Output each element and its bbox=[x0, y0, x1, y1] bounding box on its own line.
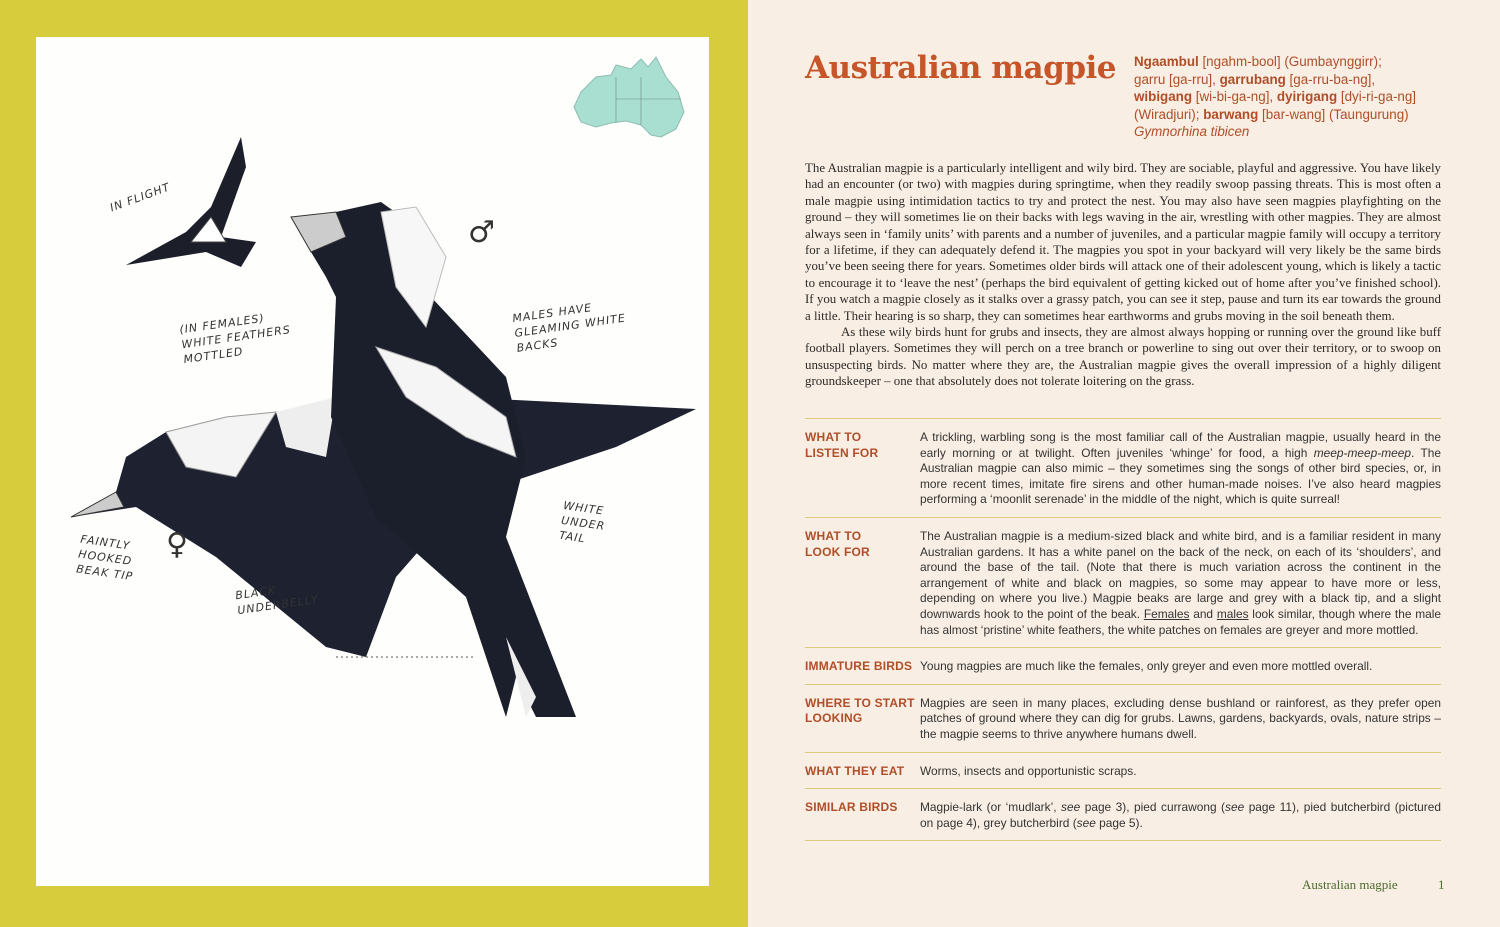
annotation-males: MALES HAVE GLEAMING WHITE BACKS bbox=[511, 301, 627, 355]
illustration-page bbox=[0, 0, 748, 927]
text: see bbox=[1076, 815, 1096, 830]
name: wibigang bbox=[1134, 89, 1193, 105]
label-line: LISTEN FOR bbox=[805, 445, 879, 460]
pron: (Wiradjuri); bbox=[1134, 106, 1204, 122]
fact-label: SIMILAR BIRDS bbox=[805, 800, 898, 815]
label-line: LOOKING bbox=[805, 711, 863, 726]
page-title: Australian magpie bbox=[805, 50, 1116, 86]
australia-map bbox=[574, 57, 684, 137]
text: look similar, though where the male has almost ‘pristine’ white feathers, the white patches on females are greyer and more mottled. bbox=[920, 606, 1441, 637]
illustration-plate bbox=[36, 37, 709, 886]
pron: [ngahm-bool] (Gumbaynggirr); bbox=[1198, 54, 1382, 69]
fact-text bbox=[920, 800, 1441, 831]
fact-text: Magpies are seen in many places, excluding dense bushland or rainforest, as they prefer open patches of ground where they can dig for grubs. Lawns, gardens, backyards, ovals, nature strips – the magpie seems to thrive anywhere humans dwell. bbox=[920, 695, 1441, 741]
name: barwang bbox=[1203, 106, 1259, 122]
females-link[interactable]: Females bbox=[1143, 606, 1190, 621]
annotation-under-tail: WHITE UNDER TAIL bbox=[558, 499, 607, 546]
text: . The Australian magpie can also mimic – they sometimes sing the songs of other bird species, or, in more recent times, imitate fire sirens and other human-made noises. I’ve also heard magpies performing a ‘moonlit serenade’ in the middle of the night, which is quite surreal! bbox=[920, 445, 1441, 507]
text: and bbox=[1189, 606, 1217, 621]
text: page 3), pied currawong ( bbox=[1080, 800, 1226, 815]
text: Magpie-lark (or ‘mudlark’, bbox=[920, 800, 1062, 815]
fact-label: WHAT THEY EAT bbox=[805, 763, 905, 778]
pron: [bar-wang] (Taungurung) bbox=[1258, 106, 1409, 122]
fact-row-listen bbox=[805, 419, 1441, 518]
name: garru bbox=[1134, 71, 1166, 87]
fact-text: Young magpies are much like the females, only greyer and even more mottled overall. bbox=[920, 659, 1373, 674]
fact-label bbox=[805, 430, 920, 508]
annotation-beak: FAINTLY HOOKED BEAK TIP bbox=[75, 532, 134, 584]
fact-text bbox=[920, 430, 1441, 508]
intro-text bbox=[805, 160, 1441, 390]
name: Ngaambul bbox=[1134, 54, 1199, 69]
males-link[interactable]: males bbox=[1216, 606, 1249, 621]
text: page 5). bbox=[1095, 815, 1143, 830]
name: dyirigang bbox=[1276, 89, 1338, 105]
pron: [ga-rru-ba-ng], bbox=[1285, 71, 1376, 87]
fact-text bbox=[920, 529, 1441, 638]
fact-row-where bbox=[805, 685, 1441, 753]
text: page 11), pied butcherbird (pictured on page 4), grey butcherbird ( bbox=[920, 800, 1441, 830]
text: A trickling, warbling song is the most familiar call of the Australian magpie, usually heard in the early morning or at twilight. Often juveniles ‘whinge’ for food, a high bbox=[920, 430, 1441, 460]
label-line: LOOK FOR bbox=[805, 544, 870, 559]
indigenous-names bbox=[1134, 53, 1454, 141]
text: The Australian magpie is a medium-sized black and white bird, and is a familiar resident in many Australian gardens. It has a white panel on the back of the neck, on each of its ‘shoulders’, and around the base of the tail. (Note that there is much variation across the continent in the arrangement of white and black on magpies, so some may appear to have more or less, depending on where you live.) Magpie beaks are large and grey with a black tip, and a slight downwards hook to the point of the beak. bbox=[920, 528, 1441, 621]
fact-row-immature bbox=[805, 648, 1441, 685]
scientific-name: Gymnorhina tibicen bbox=[1134, 124, 1250, 140]
label-line: WHAT TO bbox=[805, 430, 862, 444]
label-line: WHERE TO START bbox=[805, 695, 915, 710]
fact-label: IMMATURE BIRDS bbox=[805, 659, 913, 674]
text: see bbox=[1225, 800, 1245, 815]
annotation-in-flight: IN FLIGHT bbox=[108, 180, 173, 215]
fact-row-similar bbox=[805, 789, 1441, 841]
text: meep-meep-meep bbox=[1313, 445, 1411, 460]
page-number: 1 bbox=[1438, 877, 1445, 892]
name: garrubang bbox=[1219, 71, 1286, 87]
pron: [wi-bi-ga-ng], bbox=[1192, 89, 1277, 105]
paragraph: The Australian magpie is a particularly intelligent and wily bird. They are sociable, playful and aggressive. You have likely had an encounter (or two) with magpies during springtime, when they readily swoop passing threats. This is most often a male magpie using intimidation tactics to try and protect the nest. You may also have seen magpies playfighting on the ground – they will sometimes lie on their backs with legs waving in the air, wrestling with other magpies. They are almost always seen in ‘family units’ with parents and a number of juveniles, and a particular magpie family will occupy a territory for a lifetime, if they can adequately defend it. The magpies you spot in your backyard will very likely be the same birds you’ve been seeing there for years. Sometimes older birds will attack one of their adolescent young, which is likely a tactic to encourage it to ‘leave the nest’ (perhaps the bird equivalent of getting kicked out of home after you’ve finished school). If you watch a magpie closely as it stalks over a grassy patch, you can see it step, pause and turn its ear towards the ground a little. Their hearing is so sharp, they can sometimes hear earthworms and grubs moving in the soil beneath them. bbox=[805, 161, 1441, 323]
pron: [ga-rru], bbox=[1165, 71, 1220, 87]
magpie-illustration bbox=[36, 37, 709, 886]
text-page bbox=[748, 0, 1500, 927]
facts-table bbox=[805, 418, 1441, 841]
pron: [dyi-ri-ga-ng] bbox=[1337, 89, 1417, 105]
fact-label bbox=[805, 529, 920, 638]
label-line: WHAT TO bbox=[805, 528, 862, 543]
annotation-females: (IN FEMALES) WHITE FEATHERS MOTTLED bbox=[178, 311, 292, 367]
fact-text: Worms, insects and opportunistic scraps. bbox=[920, 763, 1137, 778]
text: see bbox=[1061, 800, 1081, 815]
annotation-underbelly: BLACK UNDERBELLY bbox=[234, 583, 320, 618]
fact-row-look bbox=[805, 518, 1441, 648]
female-symbol: ♀ bbox=[166, 527, 188, 562]
male-symbol: ♂ bbox=[468, 215, 495, 250]
running-footer: Australian magpie bbox=[1302, 877, 1398, 892]
paragraph: As these wily birds hunt for grubs and insects, they are almost always hopping or running over the ground like buff football players. Sometimes they will perch on a tree branch or powerline to sing out over their territory, or to swoop on unsuspecting birds. No matter where they are, the Australian magpie gives the overall impression of a highly diligent groundskeeper – one that absolutely does not tolerate loitering on the grass. bbox=[805, 325, 1441, 389]
fact-row-eat bbox=[805, 753, 1441, 790]
fact-label bbox=[805, 696, 920, 743]
